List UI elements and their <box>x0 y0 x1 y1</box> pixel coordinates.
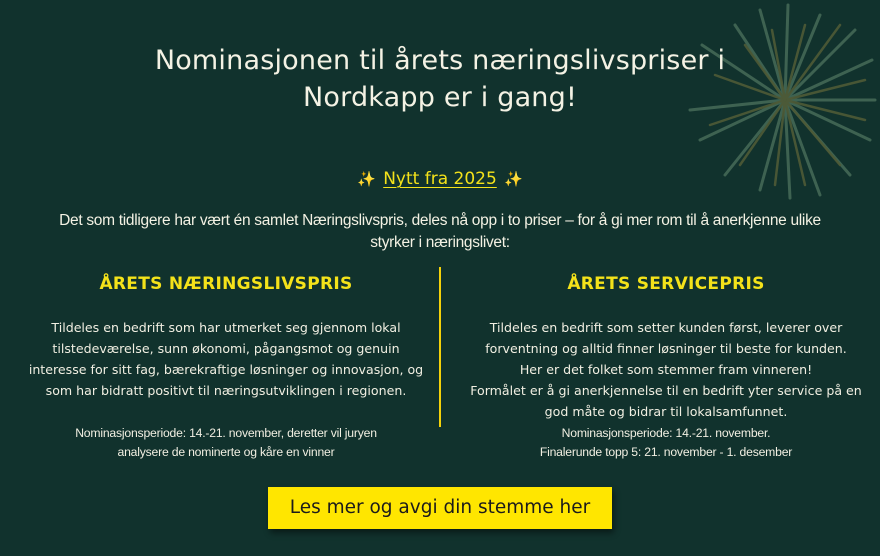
period-line: Nominasjonsperiode: 14.-21. november, deretter vil juryen <box>75 426 377 440</box>
page-title: Nominasjonen til årets næringslivspriser i Nordkapp er i gang! <box>154 45 726 114</box>
description-line: Her er det folket som stemmer fram vinneren! <box>519 362 813 377</box>
intro-text: Det som tidligere har vært én samlet Næringslivspris, deles nå opp i to priser – for å gi mer rom til å anerkjenne ulike styrker i næringslivet: <box>59 211 821 251</box>
award-title: ÅRETS SERVICEPRIS <box>567 274 765 294</box>
read-more-vote-button[interactable]: Les mer og avgi din stemme her <box>268 487 612 529</box>
announcement <box>0 168 880 190</box>
award-service-prize <box>466 272 866 459</box>
period-line: analysere de nominerte og kåre en vinner <box>117 445 335 459</box>
award-description: Tildeles en bedrift som har utmerket seg gjennom lokal tilstedeværelse, sunn økonomi, pågangsmot og genuin interesse for sitt fag, bærekraftige løsninger og innovasjon, og som har bidratt positivt til næringsutviklingen i regionen. <box>28 320 424 398</box>
award-business-prize <box>26 272 426 459</box>
period-line: Nominasjonsperiode: 14.-21. november. <box>561 426 771 440</box>
period-line: Finalerunde topp 5: 21. november - 1. desember <box>539 445 793 459</box>
column-divider <box>439 267 441 427</box>
sparkle-icon: ✨ <box>504 170 523 188</box>
description-line: Tildeles en bedrift som setter kunden først, leverer over forventning og alltid finner løsninger til beste for kunden. <box>485 320 847 356</box>
award-description <box>466 317 866 422</box>
new-from-2025-link[interactable]: Nytt fra 2025 <box>383 169 497 189</box>
sparkle-icon: ✨ <box>357 170 376 188</box>
award-title: ÅRETS NÆRINGSLIVSPRIS <box>99 274 353 294</box>
nomination-period <box>26 424 426 462</box>
nomination-period <box>466 424 866 462</box>
description-line: Formålet er å gi anerkjennelse til en bedrift yter service på en god måte og bidrar til lokalsamfunnet. <box>470 383 862 419</box>
